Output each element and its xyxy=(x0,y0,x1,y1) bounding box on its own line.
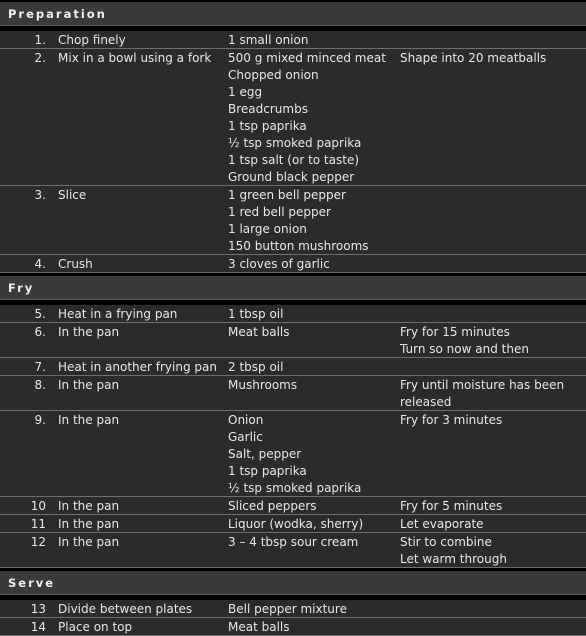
step-ingredients xyxy=(228,601,347,618)
note-line: Fry for 15 minutes xyxy=(400,325,510,339)
step-row xyxy=(0,323,586,358)
step-notes xyxy=(400,50,546,67)
note-line: Fry for 3 minutes xyxy=(400,413,503,427)
step-row xyxy=(0,186,586,255)
note-line: Turn so now and then xyxy=(400,342,529,356)
step-number: 6. xyxy=(34,325,46,339)
ingredient-line: 2 tbsp oil xyxy=(228,360,284,374)
ingredient-line: Meat balls xyxy=(228,325,290,339)
ingredient-line: Chopped onion xyxy=(228,68,319,82)
ingredient-line: 1 small onion xyxy=(228,33,309,47)
ingredient-line: 3 – 4 tbsp sour cream xyxy=(228,535,359,549)
note-line: Fry until moisture has been xyxy=(400,378,565,392)
step-number: 7. xyxy=(34,360,46,374)
step-action: In the pan xyxy=(58,378,120,392)
ingredient-line: Meat balls xyxy=(228,620,290,634)
step-ingredients xyxy=(228,359,283,376)
step-action: In the pan xyxy=(58,325,120,339)
ingredient-line: 1 egg xyxy=(228,85,263,99)
ingredient-line: ½ tsp smoked paprika xyxy=(228,481,362,495)
step-row xyxy=(0,305,586,323)
ingredient-line: 500 g mixed minced meat xyxy=(228,51,386,65)
ingredient-line: Onion xyxy=(228,413,264,427)
step-notes xyxy=(400,412,502,429)
step-row xyxy=(0,515,586,533)
step-ingredients xyxy=(228,534,358,551)
step-number: 2. xyxy=(34,51,46,65)
step-notes xyxy=(400,516,484,533)
step-ingredients xyxy=(228,377,297,394)
step-row xyxy=(0,411,586,497)
section-header xyxy=(0,571,586,595)
step-row xyxy=(0,533,586,568)
ingredient-line: ½ tsp smoked paprika xyxy=(228,136,362,150)
note-line: Let evaporate xyxy=(400,517,484,531)
step-action: Place on top xyxy=(58,620,133,634)
ingredient-line: 1 red bell pepper xyxy=(228,205,331,219)
step-number: 11 xyxy=(30,517,46,531)
note-line: Fry for 5 minutes xyxy=(400,499,503,513)
step-number: 3. xyxy=(34,188,46,202)
step-action: Heat in another frying pan xyxy=(58,360,217,374)
step-ingredients xyxy=(228,187,369,255)
step-notes xyxy=(400,377,564,411)
ingredient-line: 3 cloves of garlic xyxy=(228,257,330,271)
step-action: Divide between plates xyxy=(58,602,193,616)
step-row xyxy=(0,618,586,636)
step-ingredients xyxy=(228,498,317,515)
step-row xyxy=(0,376,586,411)
section-header xyxy=(0,276,586,300)
step-ingredients xyxy=(228,619,290,636)
step-number: 13 xyxy=(30,602,46,616)
step-ingredients xyxy=(228,50,386,186)
note-line: Shape into 20 meatballs xyxy=(400,51,547,65)
section-title: Fry xyxy=(8,281,35,295)
ingredient-line: Breadcrumbs xyxy=(228,102,308,116)
section-title: Serve xyxy=(8,576,56,590)
step-ingredients xyxy=(228,516,363,533)
step-ingredients xyxy=(228,306,283,323)
step-row xyxy=(0,497,586,515)
step-ingredients xyxy=(228,256,330,273)
step-action: In the pan xyxy=(58,499,120,513)
step-notes xyxy=(400,324,529,358)
step-ingredients xyxy=(228,412,361,497)
ingredient-line: 1 large onion xyxy=(228,222,307,236)
ingredient-line: 1 tsp paprika xyxy=(228,119,307,133)
step-action: Heat in a frying pan xyxy=(58,307,178,321)
step-number: 5. xyxy=(34,307,46,321)
step-ingredients xyxy=(228,32,308,49)
ingredient-line: 1 tsp paprika xyxy=(228,464,307,478)
step-action: In the pan xyxy=(58,517,120,531)
ingredient-line: Liquor (wodka, sherry) xyxy=(228,517,364,531)
step-row xyxy=(0,358,586,376)
ingredient-line: 1 green bell pepper xyxy=(228,188,346,202)
step-number: 14 xyxy=(30,620,46,634)
step-ingredients xyxy=(228,324,290,341)
ingredient-line: Sliced peppers xyxy=(228,499,317,513)
step-number: 10 xyxy=(30,499,46,513)
step-number: 1. xyxy=(34,33,46,47)
step-row xyxy=(0,31,586,49)
section-title: Preparation xyxy=(8,7,107,21)
ingredient-line: Garlic xyxy=(228,430,263,444)
step-action: Mix in a bowl using a fork xyxy=(58,51,212,65)
note-line: Stir to combine xyxy=(400,535,492,549)
step-number: 4. xyxy=(34,257,46,271)
step-action: Chop finely xyxy=(58,33,126,47)
section-header xyxy=(0,2,586,26)
step-action: Crush xyxy=(58,257,93,271)
ingredient-line: Salt, pepper xyxy=(228,447,302,461)
note-line: released xyxy=(400,395,452,409)
step-row xyxy=(0,49,586,186)
step-row xyxy=(0,255,586,273)
step-notes xyxy=(400,498,502,515)
ingredient-line: 150 button mushrooms xyxy=(228,239,369,253)
ingredient-line: Mushrooms xyxy=(228,378,298,392)
note-line: Let warm through xyxy=(400,552,507,566)
step-action: Slice xyxy=(58,188,87,202)
step-row xyxy=(0,600,586,618)
step-notes xyxy=(400,534,507,568)
ingredient-line: Ground black pepper xyxy=(228,170,355,184)
step-number: 12 xyxy=(30,535,46,549)
step-number: 8. xyxy=(34,378,46,392)
step-action: In the pan xyxy=(58,413,120,427)
step-action: In the pan xyxy=(58,535,120,549)
ingredient-line: Bell pepper mixture xyxy=(228,602,347,616)
ingredient-line: 1 tbsp oil xyxy=(228,307,284,321)
step-number: 9. xyxy=(34,413,46,427)
ingredient-line: 1 tsp salt (or to taste) xyxy=(228,153,360,167)
